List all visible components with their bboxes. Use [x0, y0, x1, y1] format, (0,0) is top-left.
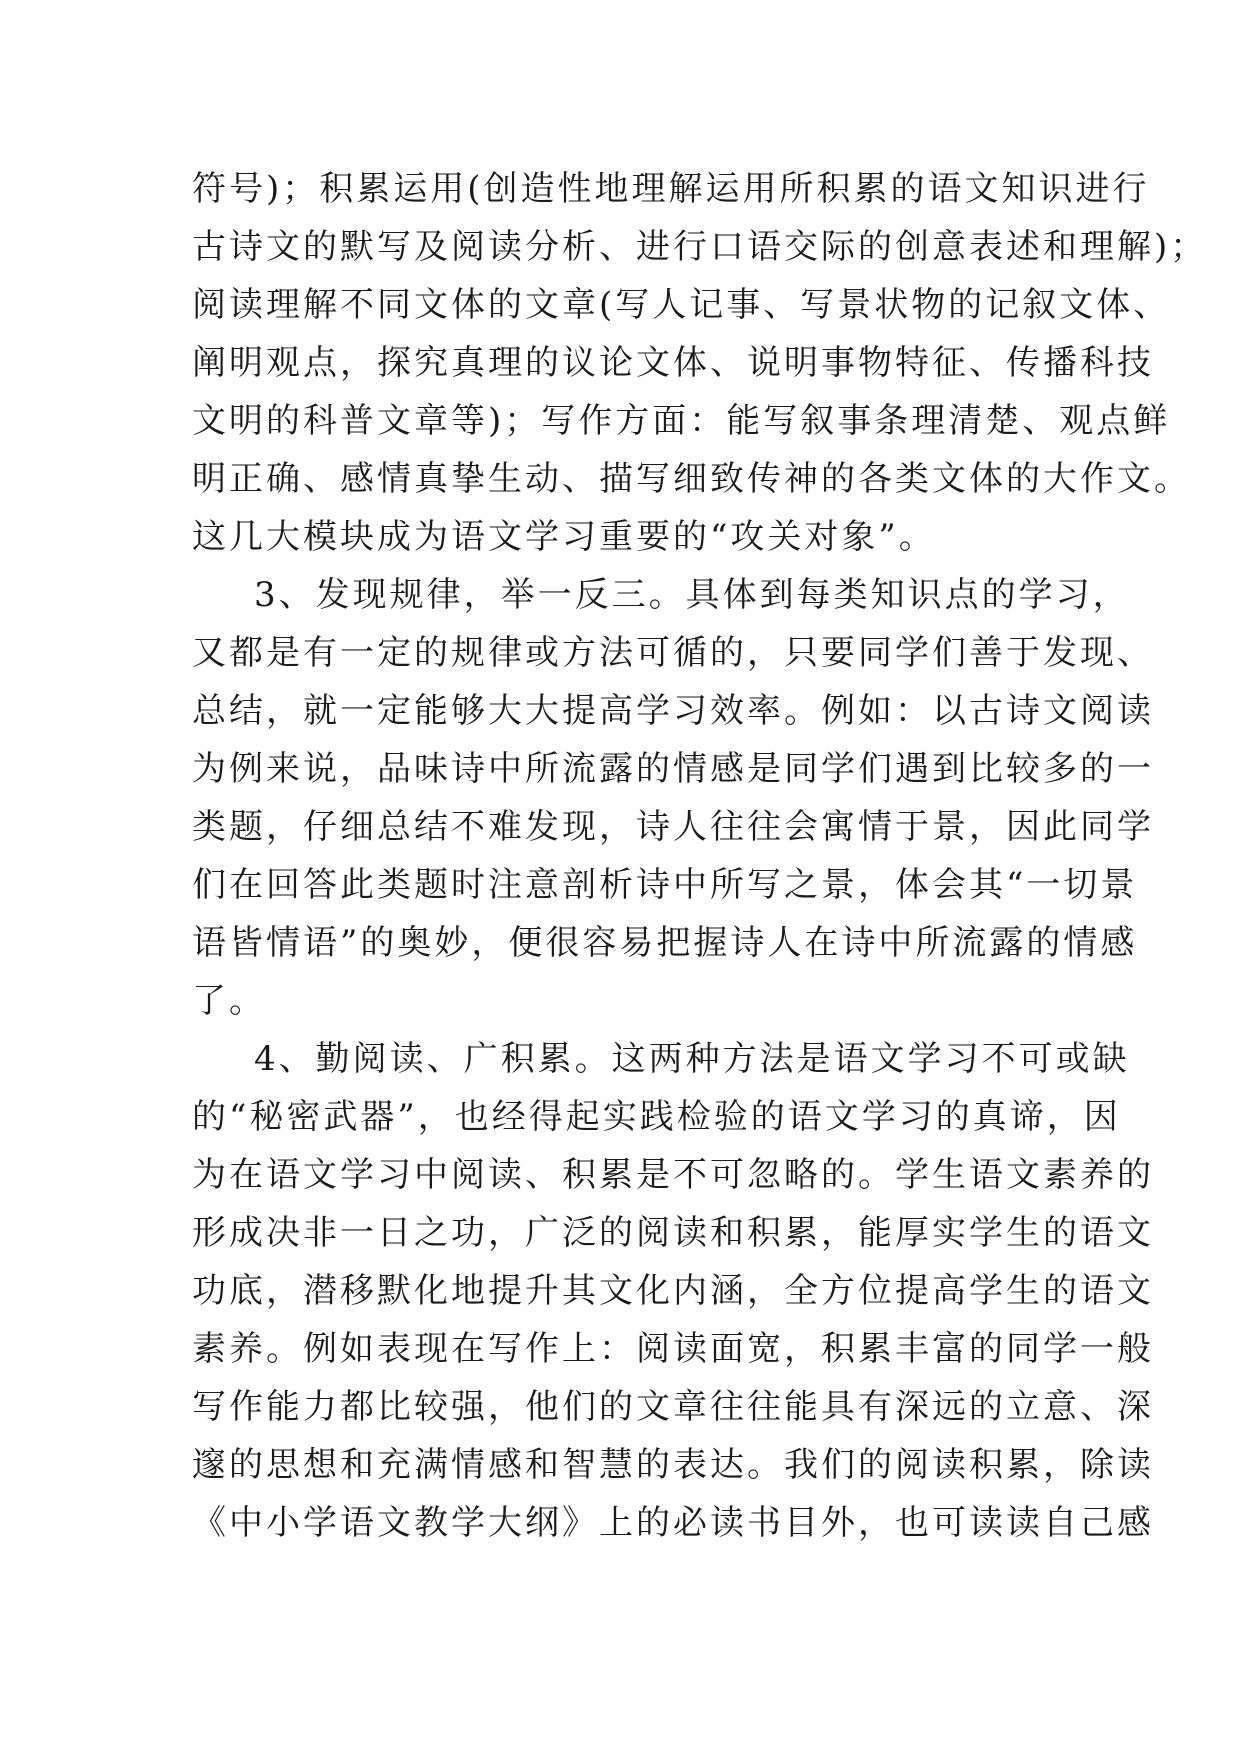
- paragraph-start-line: 3、发现规律，举一反三。具体到每类知识点的学习，: [254, 575, 1130, 615]
- text-line: 古诗文的默写及阅读分析、进行口语交际的创意表述和理解)；: [192, 227, 1208, 267]
- text-line: 文明的科普文章等)；写作方面：能写叙事条理清楚、观点鲜: [192, 401, 1171, 441]
- text-line: 语皆情语”的奥妙，便很容易把握诗人在诗中所流露的情感: [192, 923, 1138, 963]
- text-line: 形成决非一日之功，广泛的阅读和积累，能厚实学生的语文: [192, 1213, 1154, 1253]
- text-line: 类题，仔细总结不难发现，诗人往往会寓情于景，因此同学: [192, 807, 1154, 847]
- text-line: 又都是有一定的规律或方法可循的，只要同学们善于发现、: [192, 633, 1154, 673]
- text-line: 《中小学语文教学大纲》上的必读书目外，也可读读自己感: [192, 1503, 1154, 1543]
- text-line: 邃的思想和充满情感和智慧的表达。我们的阅读积累，除读: [192, 1445, 1154, 1485]
- text-line: 这几大模块成为语文学习重要的“攻关对象”。: [192, 517, 936, 557]
- text-line: 写作能力都比较强，他们的文章往往能具有深远的立意、深: [192, 1387, 1154, 1427]
- body-text: [192, 160, 1208, 1552]
- text-line: 素养。例如表现在写作上：阅读面宽，积累丰富的同学一般: [192, 1329, 1154, 1369]
- text-line: 阅读理解不同文体的文章(写人记事、写景状物的记叙文体、: [192, 285, 1171, 325]
- text-line: 们在回答此类题时注意剖析诗中所写之景，体会其“一切景: [192, 865, 1138, 905]
- text-line: 功底，潜移默化地提升其文化内涵，全方位提高学生的语文: [192, 1271, 1154, 1311]
- paragraph-start-line: 4、勤阅读、广积累。这两种方法是语文学习不可或缺: [254, 1039, 1130, 1079]
- text-line: 阐明观点，探究真理的议论文体、说明事物特征、传播科技: [192, 343, 1154, 383]
- text-line: 明正确、感情真挚生动、描写细致传神的各类文体的大作文。: [192, 459, 1191, 499]
- text-line: 为例来说，品味诗中所流露的情感是同学们遇到比较多的一: [192, 749, 1154, 789]
- text-line: 符号)；积累运用(创造性地理解运用所积累的语文知识进行: [192, 169, 1150, 209]
- text-line: 总结，就一定能够大大提高学习效率。例如：以古诗文阅读: [192, 691, 1154, 731]
- text-line: 为在语文学习中阅读、积累是不可忽略的。学生语文素养的: [192, 1155, 1154, 1195]
- text-line: 的“秘密武器”，也经得起实践检验的语文学习的真谛，因: [192, 1097, 1121, 1137]
- text-line: 了。: [192, 981, 266, 1021]
